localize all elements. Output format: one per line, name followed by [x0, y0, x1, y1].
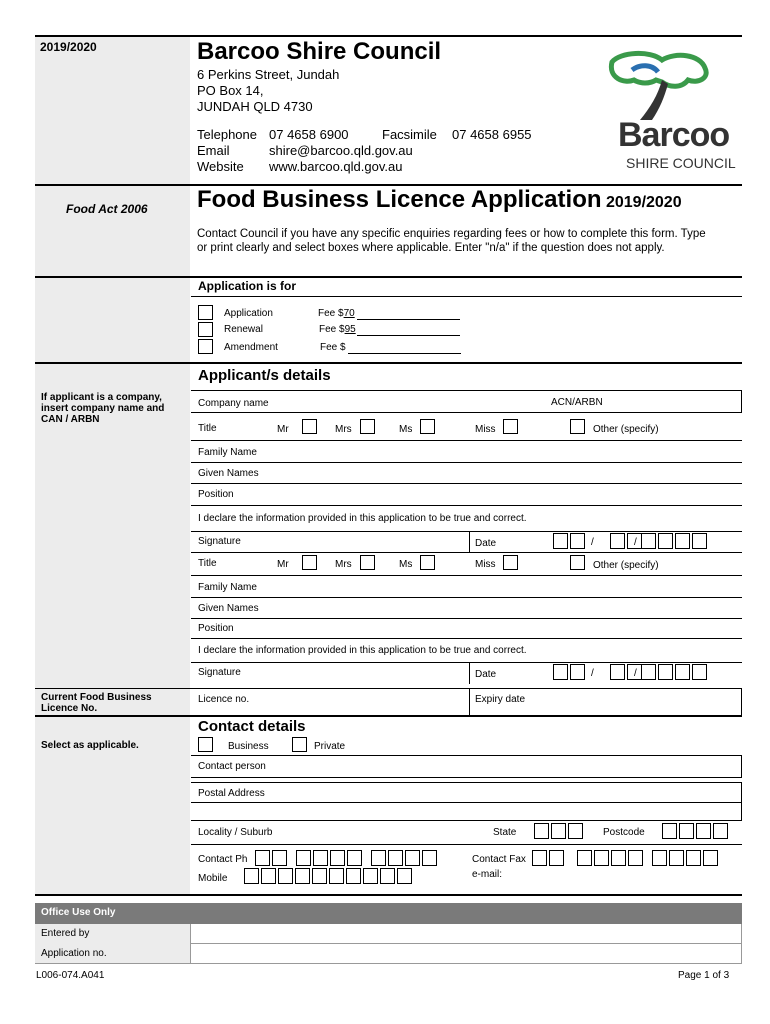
- date-year-boxes[interactable]: [641, 533, 709, 549]
- website-value: www.barcoo.qld.gov.au: [269, 159, 403, 174]
- email-label: Email: [197, 143, 230, 158]
- title-label: Title: [198, 423, 217, 434]
- fax-area-boxes[interactable]: [532, 850, 566, 866]
- given-names-label: Given Names: [198, 468, 259, 479]
- divider: [191, 390, 742, 391]
- expiry-label: Expiry date: [475, 694, 526, 705]
- divider: [191, 802, 742, 803]
- title-miss: Miss: [475, 424, 496, 435]
- mobile-label: Mobile: [198, 873, 228, 884]
- signature-label: Signature: [198, 536, 241, 547]
- side-panel: [35, 278, 190, 362]
- title-label: Title: [198, 558, 217, 569]
- divider: [191, 552, 742, 553]
- applicant-heading: Applicant/s details: [198, 367, 331, 384]
- form-title: [197, 186, 682, 214]
- title-mr: Mr: [277, 559, 289, 570]
- other-checkbox[interactable]: [570, 419, 585, 434]
- divider: [191, 755, 742, 756]
- office-heading: Office Use Only: [41, 907, 116, 918]
- title-mr: Mr: [277, 424, 289, 435]
- contact-side-note: Select as applicable.: [41, 740, 139, 751]
- business-label: Business: [228, 741, 269, 752]
- intro-text: Contact Council if you have any specific enquiries regarding fees or how to complete this form. Type or print clearly and select boxes where applicable. Enter "n/a" if the question does not apply.: [197, 228, 706, 254]
- postcode-boxes[interactable]: [662, 823, 730, 839]
- renewal-checkbox[interactable]: [198, 322, 213, 337]
- option-label: Amendment: [224, 342, 278, 353]
- licence-no-label: Licence no.: [198, 694, 250, 705]
- top-rule: [35, 35, 742, 37]
- date-slash: /: [591, 537, 594, 548]
- application-heading: Application is for: [198, 279, 297, 293]
- year-panel: [35, 36, 190, 184]
- date-day-boxes[interactable]: [553, 664, 587, 680]
- phone-area-boxes[interactable]: [255, 850, 289, 866]
- contact-person-label: Contact person: [198, 761, 266, 772]
- address-line: JUNDAH QLD 4730: [197, 99, 313, 114]
- act-panel: [35, 186, 190, 276]
- form-title-year: 2019/2020: [605, 194, 682, 211]
- divider: [191, 531, 742, 532]
- divider: [741, 755, 742, 777]
- divider: [191, 618, 742, 619]
- title-ms: Ms: [399, 559, 413, 570]
- state-boxes[interactable]: [534, 823, 585, 839]
- application-checkbox[interactable]: [198, 305, 213, 320]
- business-checkbox[interactable]: [198, 737, 213, 752]
- ms-checkbox[interactable]: [420, 555, 435, 570]
- logo-sub: SHIRE COUNCIL: [626, 155, 736, 171]
- title-other: Other (specify): [593, 560, 659, 571]
- divider: [741, 390, 742, 412]
- locality-label: Locality / Suburb: [198, 827, 273, 838]
- title-mrs: Mrs: [335, 559, 352, 570]
- divider: [191, 483, 742, 484]
- mrs-checkbox[interactable]: [360, 555, 375, 570]
- divider: [191, 820, 742, 821]
- title-ms: Ms: [399, 424, 413, 435]
- fee-line: [348, 353, 461, 354]
- company-name-label: Company name: [198, 398, 269, 409]
- divider: [191, 505, 742, 506]
- page-number: Page 1 of 3: [678, 970, 730, 981]
- telephone-label: Telephone: [197, 127, 257, 142]
- position-label: Position: [198, 623, 234, 634]
- barcoo-logo: [590, 50, 740, 175]
- state-label: State: [493, 827, 517, 838]
- mr-checkbox[interactable]: [302, 555, 317, 570]
- divider: [190, 924, 191, 964]
- date-label: Date: [475, 669, 497, 680]
- mobile-boxes[interactable]: [244, 868, 414, 884]
- email-label: e-mail:: [472, 869, 503, 880]
- date-slash: /: [591, 668, 594, 679]
- divider: [191, 575, 742, 576]
- private-label: Private: [314, 741, 346, 752]
- divider: [741, 924, 742, 964]
- title-mrs: Mrs: [335, 424, 352, 435]
- date-slash: /: [634, 537, 637, 548]
- address-line: 6 Perkins Street, Jundah: [197, 67, 340, 82]
- divider: [469, 662, 470, 684]
- form-title-text: Food Business Licence Application: [197, 186, 602, 213]
- given-names-label: Given Names: [198, 603, 259, 614]
- divider: [741, 782, 742, 820]
- date-year-boxes[interactable]: [641, 664, 709, 680]
- date-month-boxes[interactable]: [610, 533, 644, 549]
- divider: [741, 688, 742, 715]
- contact-ph-label: Contact Ph: [198, 854, 248, 865]
- fee-line: [357, 335, 460, 336]
- amendment-checkbox[interactable]: [198, 339, 213, 354]
- phone-mid-boxes[interactable]: [296, 850, 364, 866]
- declaration: I declare the information provided in this application to be true and correct.: [198, 513, 527, 524]
- option-label: Application: [224, 308, 273, 319]
- mr-checkbox[interactable]: [302, 419, 317, 434]
- postcode-label: Postcode: [603, 827, 645, 838]
- divider: [191, 662, 742, 663]
- family-name-label: Family Name: [198, 582, 257, 593]
- ms-checkbox[interactable]: [420, 419, 435, 434]
- applicant-side-note: If applicant is a company, insert company name and CAN / ARBN: [41, 392, 165, 425]
- other-checkbox[interactable]: [570, 555, 585, 570]
- divider: [191, 440, 742, 441]
- divider: [469, 688, 470, 715]
- logo-word: Barcoo: [618, 116, 730, 154]
- date-day-boxes[interactable]: [553, 533, 587, 549]
- miss-checkbox[interactable]: [503, 555, 518, 570]
- phone-end-boxes[interactable]: [371, 850, 439, 866]
- fee-label: Fee $95: [319, 324, 356, 335]
- fee-line: [357, 319, 460, 320]
- fee-label: Fee $70: [318, 308, 355, 319]
- divider: [191, 462, 742, 463]
- form-code: L006-074.A041: [36, 970, 105, 981]
- divider: [191, 844, 742, 845]
- telephone-value: 07 4658 6900: [269, 127, 349, 142]
- facsimile-label: Facsimile: [382, 127, 437, 142]
- fax-mid-boxes[interactable]: [577, 850, 645, 866]
- divider: [469, 531, 470, 552]
- divider: [191, 782, 742, 783]
- website-label: Website: [197, 159, 244, 174]
- divider: [191, 412, 742, 413]
- family-name-label: Family Name: [198, 447, 257, 458]
- fax-end-boxes[interactable]: [652, 850, 720, 866]
- date-slash: /: [634, 668, 637, 679]
- council-contacts: [197, 127, 532, 175]
- date-label: Date: [475, 538, 497, 549]
- contact-fax-label: Contact Fax: [472, 854, 526, 865]
- contact-heading: Contact details: [198, 718, 306, 735]
- council-address: [197, 67, 339, 115]
- act-name: Food Act 2006: [66, 202, 148, 216]
- divider: [191, 597, 742, 598]
- date-month-boxes[interactable]: [610, 664, 644, 680]
- council-name: Barcoo Shire Council: [197, 38, 442, 65]
- year-box: 2019/2020: [40, 40, 97, 54]
- facsimile-value: 07 4658 6955: [452, 127, 532, 142]
- signature-label: Signature: [198, 667, 241, 678]
- postal-address-label: Postal Address: [198, 788, 265, 799]
- declaration: I declare the information provided in this application to be true and correct.: [198, 645, 527, 656]
- address-line: PO Box 14,: [197, 83, 264, 98]
- divider: [191, 943, 742, 944]
- email-value: shire@barcoo.qld.gov.au: [269, 143, 413, 158]
- divider: [35, 963, 742, 964]
- divider: [191, 638, 742, 639]
- miss-checkbox[interactable]: [503, 419, 518, 434]
- title-miss: Miss: [475, 559, 496, 570]
- private-checkbox[interactable]: [292, 737, 307, 752]
- option-label: Renewal: [224, 324, 263, 335]
- section-rule: [35, 894, 742, 896]
- mrs-checkbox[interactable]: [360, 419, 375, 434]
- acn-label: ACN/ARBN: [551, 397, 603, 408]
- title-other: Other (specify): [593, 424, 659, 435]
- office-header-bar: [35, 903, 742, 924]
- divider: [191, 296, 742, 297]
- fee-label: Fee $: [320, 342, 346, 353]
- application-no-label: Application no.: [41, 948, 107, 959]
- divider: [191, 777, 742, 778]
- licence-side-note: Current Food Business Licence No.: [41, 692, 152, 714]
- position-label: Position: [198, 489, 234, 500]
- entered-by-label: Entered by: [41, 928, 90, 939]
